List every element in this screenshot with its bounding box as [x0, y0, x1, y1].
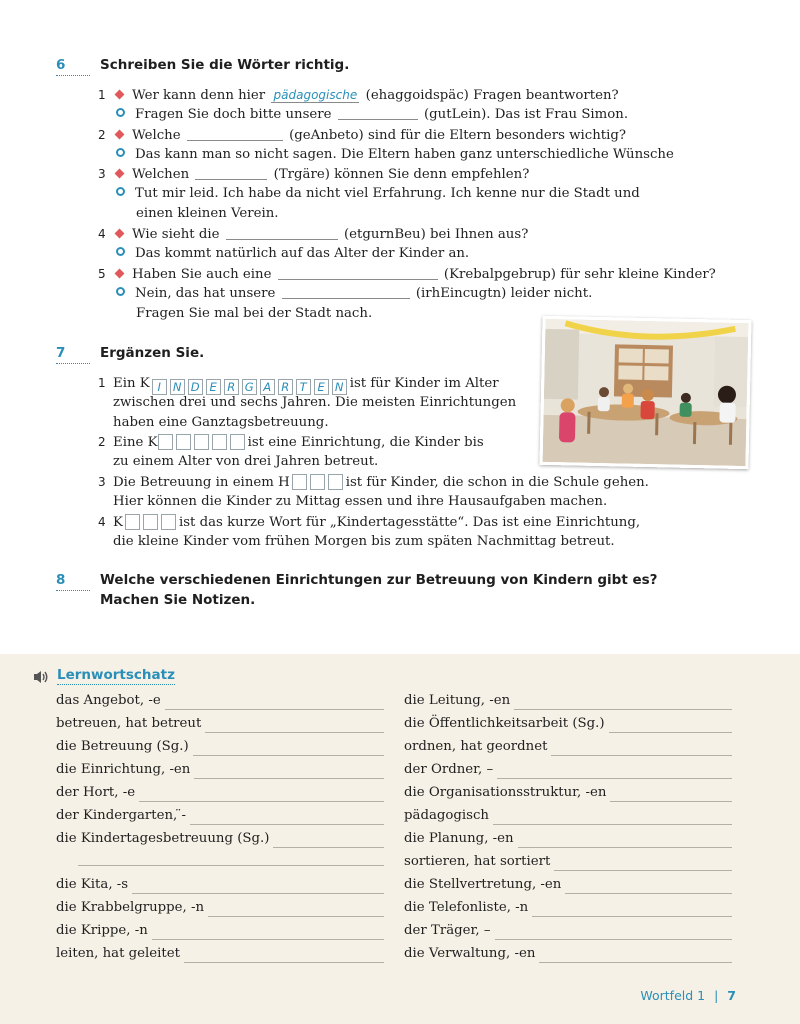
gap-text: ist für Kinder im Alter: [349, 376, 499, 391]
vocab-word: die Stellvertretung, -en: [404, 877, 562, 892]
question-text: Wer kann denn hier: [132, 88, 266, 103]
vocab-word: die Organisationsstruktur, -en: [404, 785, 607, 800]
translation-field[interactable]: [493, 812, 732, 825]
translation-field[interactable]: [184, 950, 384, 963]
translation-field[interactable]: [139, 789, 384, 802]
answer-line: [98, 204, 279, 224]
text-line: zu einem Alter von drei Jahren betreut.: [113, 454, 379, 469]
answer-field[interactable]: [187, 128, 283, 141]
circle-bullet-icon: [116, 148, 125, 157]
item-number: 3: [98, 475, 106, 489]
gap-line: [98, 432, 484, 453]
translation-field[interactable]: [205, 720, 384, 733]
translation-field[interactable]: [194, 766, 384, 779]
answer-text: Nein, das hat unsere: [135, 286, 276, 301]
translation-field[interactable]: [532, 904, 732, 917]
item-number: 4: [98, 515, 106, 529]
vocab-entry: [56, 738, 384, 756]
vocab-word: die Kita, -s: [56, 877, 129, 892]
vocab-word: die Verwaltung, -en: [404, 946, 536, 961]
page-footer: [640, 988, 736, 1003]
gap-text: ist das kurze Wort für „Kindertagesstätte“. Das ist eine Einrichtung,: [178, 515, 641, 530]
vocab-word: der Träger, –: [404, 923, 491, 938]
vocab-word: die Telefonliste, -n: [404, 900, 529, 915]
translation-field[interactable]: [193, 743, 384, 756]
answer-line: [98, 145, 674, 165]
question-text: Welche: [132, 128, 181, 143]
vocab-entry: [404, 830, 732, 848]
vocab-word: sortieren, hat sortiert: [404, 854, 551, 869]
question-text: (Krebalpgebrup) für sehr kleine Kinder?: [443, 267, 716, 282]
answer-text: Das kommt natürlich auf das Alter der Kinder an.: [135, 246, 470, 261]
vocab-entry: [404, 899, 732, 917]
diamond-bullet-icon: [115, 90, 125, 100]
letter-box[interactable]: [292, 474, 307, 490]
vocab-entry: [56, 922, 384, 940]
item-number: 2: [98, 435, 106, 449]
answer-text: Das kann man so nicht sagen. Die Eltern haben ganz unterschiedliche Wünsche: [135, 147, 674, 162]
translation-field[interactable]: [610, 789, 732, 802]
answer-text: Tut mir leid. Ich habe da nicht viel Erfahrung. Ich kenne nur die Stadt und: [135, 186, 640, 201]
letter-box[interactable]: N: [332, 379, 347, 395]
gap-text: Die Betreuung in einem H: [113, 475, 290, 490]
exercise-title-line2: Machen Sie Notizen.: [100, 592, 256, 608]
gap-text: ist für Kinder, die schon in die Schule gehen.: [345, 475, 649, 490]
answer-field[interactable]: [278, 267, 438, 280]
letter-box[interactable]: [125, 514, 140, 530]
answer-text: (gutLein). Das ist Frau Simon.: [423, 107, 629, 122]
answer-field[interactable]: [282, 286, 410, 299]
question-line: [98, 125, 626, 146]
separator: |: [714, 988, 719, 1003]
translation-field[interactable]: [497, 766, 732, 779]
answer-line: [98, 304, 372, 324]
vocab-word: die Öffentlichkeitsarbeit (Sg.): [404, 716, 605, 731]
translation-field[interactable]: [190, 812, 384, 825]
answer-field[interactable]: pädagogische: [271, 88, 359, 103]
letter-box[interactable]: A: [260, 379, 275, 395]
vocab-entry: [56, 945, 384, 963]
diamond-bullet-icon: [115, 169, 125, 179]
circle-bullet-icon: [116, 187, 125, 196]
letter-box[interactable]: [194, 434, 209, 450]
text-line: zwischen drei und sechs Jahren. Die meisten Einrichtungen: [113, 395, 517, 410]
letter-box[interactable]: G: [242, 379, 257, 395]
answer-field[interactable]: [338, 107, 418, 120]
gap-line: [98, 512, 640, 533]
diamond-bullet-icon: [115, 229, 125, 239]
letter-box[interactable]: [328, 474, 343, 490]
translation-field[interactable]: [165, 697, 384, 710]
item-number: 1: [98, 376, 106, 390]
vocab-entry: [404, 945, 732, 963]
question-line: [98, 85, 619, 106]
vocab-entry: [404, 715, 732, 733]
vocab-word: die Betreuung (Sg.): [56, 739, 189, 754]
vocabulary-panel: [0, 654, 800, 1024]
question-text: Wie sieht die: [132, 227, 220, 242]
question-text: (Trgäre) können Sie denn empfehlen?: [273, 167, 530, 182]
question-line: [98, 264, 716, 285]
vocab-word: ordnen, hat geordnet: [404, 739, 548, 754]
circle-bullet-icon: [116, 108, 125, 117]
circle-bullet-icon: [116, 287, 125, 296]
letter-box[interactable]: E: [206, 379, 221, 395]
vocab-word: der Ordner, –: [404, 762, 494, 777]
answer-text: Fragen Sie doch bitte unsere: [135, 107, 332, 122]
exercise-title: Ergänzen Sie.: [100, 345, 205, 361]
speaker-icon[interactable]: [33, 670, 49, 684]
vocab-entry: [404, 692, 732, 710]
gap-text: K: [113, 515, 123, 530]
translation-field[interactable]: [551, 743, 732, 756]
vocab-word: die Einrichtung, -en: [56, 762, 191, 777]
circle-bullet-icon: [116, 247, 125, 256]
translation-field[interactable]: [208, 904, 384, 917]
letter-boxes[interactable]: [150, 376, 350, 394]
letter-box[interactable]: [230, 434, 245, 450]
section-label: Wortfeld 1: [640, 988, 706, 1003]
translation-field[interactable]: [609, 720, 732, 733]
vocab-entry: [404, 784, 732, 802]
letter-box[interactable]: R: [224, 379, 239, 395]
question-text: Haben Sie auch eine: [132, 267, 272, 282]
gap-text: Ein K: [113, 376, 150, 391]
diamond-bullet-icon: [115, 130, 125, 140]
letter-box[interactable]: [158, 434, 173, 450]
vocab-word: pädagogisch: [404, 808, 489, 823]
letter-box[interactable]: [143, 514, 158, 530]
gap-line: [98, 472, 649, 493]
vocab-entry: [56, 807, 384, 825]
kindergarten-photo: [539, 316, 751, 469]
vocab-entry: [404, 853, 732, 871]
letter-box[interactable]: I: [152, 379, 167, 395]
vocabulary-title: Lernwortschatz: [57, 667, 175, 683]
vocab-entry: [404, 876, 732, 894]
answer-field[interactable]: [226, 227, 338, 240]
vocab-entry: [404, 807, 732, 825]
letter-box[interactable]: [310, 474, 325, 490]
item-number: 3: [98, 167, 106, 181]
vocab-word: der Kindergarten, ̈-: [56, 808, 186, 823]
exercise-number: 8: [56, 572, 90, 591]
vocab-word: die Kindertagesbetreuung (Sg.): [56, 831, 270, 846]
item-number: 4: [98, 227, 106, 241]
page-number: 7: [727, 988, 736, 1003]
letter-box[interactable]: R: [278, 379, 293, 395]
letter-box[interactable]: [212, 434, 227, 450]
translation-field[interactable]: [495, 927, 733, 940]
answer-field[interactable]: [195, 167, 267, 180]
answer-text: (irhEincugtn) leider nicht.: [415, 286, 593, 301]
question-text: Welchen: [132, 167, 190, 182]
translation-field[interactable]: [78, 853, 384, 866]
text-line: Hier können die Kinder zu Mittag essen und ihre Hausaufgaben machen.: [113, 494, 608, 509]
vocab-entry: [404, 761, 732, 779]
vocab-word: die Planung, -en: [404, 831, 514, 846]
classroom-illustration: [543, 319, 749, 466]
question-line: [98, 224, 528, 245]
letter-box[interactable]: N: [170, 379, 185, 395]
exercise-number: 6: [56, 57, 90, 76]
vocab-word: der Hort, -e: [56, 785, 136, 800]
translation-field[interactable]: [132, 881, 384, 894]
letter-box[interactable]: [161, 514, 176, 530]
vocab-entry: [404, 738, 732, 756]
exercise-number: 7: [56, 345, 90, 364]
question-text: (ehaggoidspäc) Fragen beantworten?: [365, 88, 619, 103]
text-line: haben eine Ganztagsbetreuung.: [113, 415, 329, 430]
vocab-entry: [78, 853, 384, 866]
letter-box[interactable]: D: [188, 379, 203, 395]
vocab-entry: [56, 899, 384, 917]
vocab-entry: [56, 830, 384, 848]
translation-field[interactable]: [514, 697, 732, 710]
gap-text: Eine K: [113, 435, 158, 450]
letter-box[interactable]: T: [296, 379, 311, 395]
vocab-entry: [56, 784, 384, 802]
answer-line: [98, 105, 628, 125]
vocab-word: das Angebot, -e: [56, 693, 161, 708]
exercise-title: Welche verschiedenen Einrichtungen zur Betreuung von Kindern gibt es?: [100, 572, 658, 588]
answer-line: [98, 244, 469, 264]
translation-field[interactable]: [565, 881, 732, 894]
diamond-bullet-icon: [115, 269, 125, 279]
item-number: 1: [98, 88, 106, 102]
question-text: (etgurnBeu) bei Ihnen aus?: [343, 227, 529, 242]
vocab-entry: [404, 922, 732, 940]
item-number: 2: [98, 128, 106, 142]
letter-box[interactable]: E: [314, 379, 329, 395]
translation-field[interactable]: [539, 950, 732, 963]
translation-field[interactable]: [152, 927, 384, 940]
translation-field[interactable]: [518, 835, 732, 848]
answer-line: [98, 284, 592, 304]
exercise-title: Schreiben Sie die Wörter richtig.: [100, 57, 350, 73]
answer-text: einen kleinen Verein.: [136, 206, 279, 221]
item-number: 5: [98, 267, 106, 281]
vocab-entry: [56, 715, 384, 733]
gap-text: ist eine Einrichtung, die Kinder bis: [247, 435, 484, 450]
gap-line: [98, 373, 499, 395]
vocab-word: leiten, hat geleitet: [56, 946, 180, 961]
text-line: die kleine Kinder vom frühen Morgen bis zum späten Nachmittag betreut.: [113, 534, 615, 549]
vocab-entry: [56, 876, 384, 894]
vocab-entry: [56, 761, 384, 779]
vocab-word: betreuen, hat betreut: [56, 716, 202, 731]
vocab-word: die Krabbelgruppe, -n: [56, 900, 205, 915]
vocab-entry: [56, 692, 384, 710]
translation-field[interactable]: [554, 858, 732, 871]
answer-text: Fragen Sie mal bei der Stadt nach.: [136, 306, 373, 321]
question-text: (geAnbeto) sind für die Eltern besonders wichtig?: [289, 128, 627, 143]
question-line: [98, 164, 529, 185]
vocab-word: die Krippe, -n: [56, 923, 148, 938]
letter-box[interactable]: [176, 434, 191, 450]
answer-line: [98, 184, 640, 204]
translation-field[interactable]: [273, 835, 384, 848]
vocab-word: die Leitung, -en: [404, 693, 511, 708]
